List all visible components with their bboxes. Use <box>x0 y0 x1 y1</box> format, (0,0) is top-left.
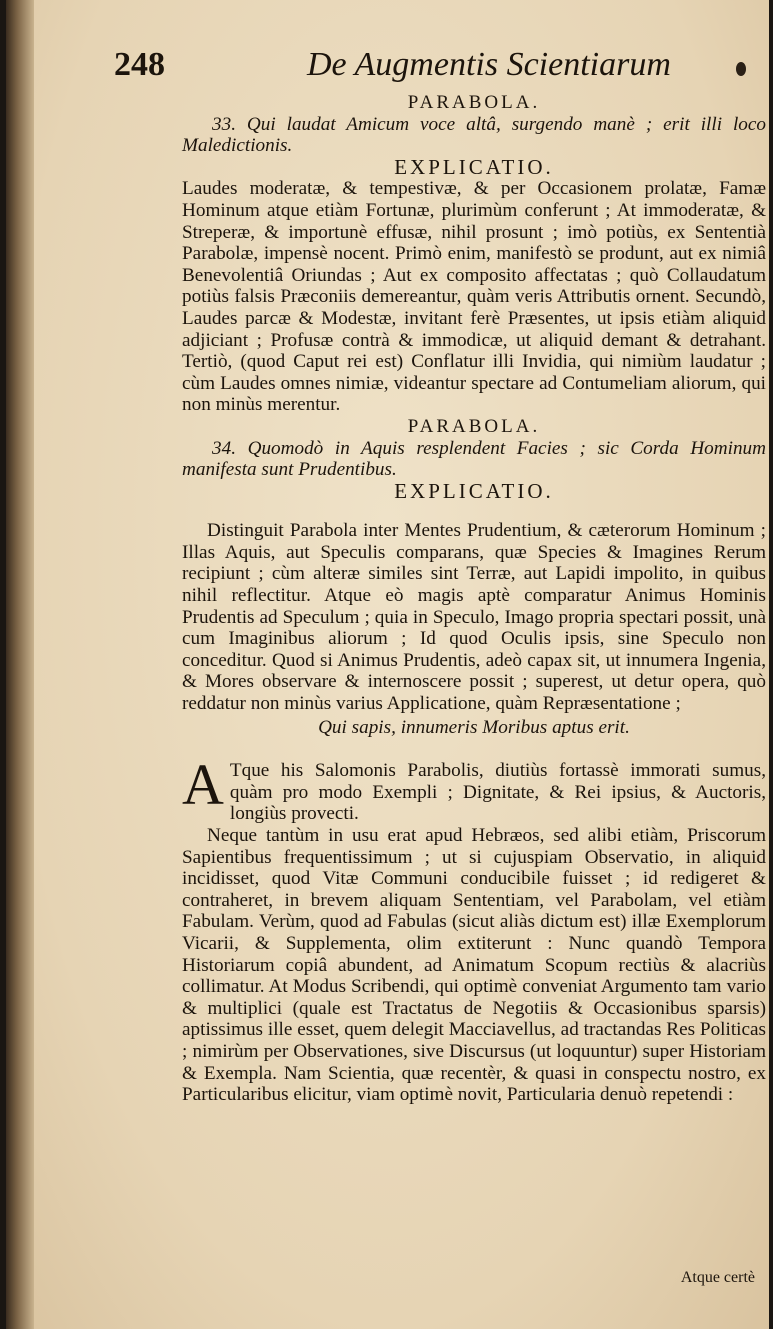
running-title: De Augmentis Scientiarum <box>307 46 671 83</box>
binding-gutter <box>6 0 34 1329</box>
explicatio-34-text: Distinguit Parabola inter Mentes Prudentium, & cæterorum Hominum ; Illas Aquis, aut Speculis comparans, quæ Species & Imagines Rerum recipiunt ; cùm alteræ similes sint Terræ, aut Lapidi impolito, in quibus nihil reflectitur. Atque eò magis aptè comparatur Animus Hominis Prudentis ad Speculum ; quia in Speculo, Imago propria spectari possit, unà cum Imaginibus aliorum ; Id quod Oculis ipsis, sine Speculo non conceditur. Quod si Animus Prudentis, adeò capax sit, ut innumera Ingenia, & Mores observare & internoscere possit ; superest, ut detur opera, quò reddatur non minùs varius Applicatione, quàm Repræsentatione ; <box>182 520 766 715</box>
parabola-33-heading: PARABOLA. <box>407 92 541 113</box>
quote-line: Qui sapis, innumeris Moribus aptus erit. <box>318 716 630 738</box>
ink-spot <box>736 62 746 76</box>
page-body <box>182 92 766 1106</box>
paragraph-neque: Neque tantùm in usu erat apud Hebræos, sed alibi etiàm, Priscorum Sapientibus frequentissimum ; ut si cujuspiam Observatio, in aliquid incidisset, quod Vitæ Communi conducibile fuisset ; id redigeret & contraheret, in brevem aliquam Sententiam, vel Parabolam, vel etiàm Fabulam. Verùm, quod ad Fabulas (sicut aliàs dictum est) illæ Exemplorum Vicarii, & Supplementa, olim extiterunt : Nunc quandò Tempora Historiarum copiâ abundent, ad Animatum Scopum rectiùs & alacriùs collimatur. At Modus Scribendi, qui optimè conveniat Argumento tam vario & multiplici (quale est Tractatus de Negotiis & Occasionibus sparsis) aptissimus ille esset, quem delegit Macciavellus, ad tractandas Res Politicas ; nimirùm per Observationes, sive Discursus (ut loquuntur) super Historiam & Exempla. Nam Scientia, quæ recentèr, & quasi in conspectu nostro, ex Particularibus elicitur, viam optimè novit, Particularia denuò repetendi : <box>182 825 766 1106</box>
explicatio-34-heading: EXPLICATIO. <box>394 478 554 503</box>
dropcap-letter: A <box>182 752 224 818</box>
explicatio-33-heading: EXPLICATIO. <box>394 154 554 179</box>
explicatio-33-text: Laudes moderatæ, & tempestivæ, & per Occasionem prolatæ, Famæ Hominum atque etiàm Fortunæ, plurimùm conferunt ; At immoderatæ, & Streperæ, & importunè effusæ, nihil prosunt ; imò potiùs, ex Sententià Parabolæ, impensè nocent. Primò enim, manifestò se produnt, aut ex nimiâ Benevolentiâ Oriundas ; Aut ex composito affectatas ; quò Collaudatum potiùs falsis Præconiis demereantur, quàm veris Attributis ornent. Secundò, Laudes parcæ & Modestæ, invitant ferè Præsentes, ut ipsis etiàm aliquid adjiciant ; Profusæ contrà & immodicæ, ut aliquid demant & detrahant. Tertiò, (quod Caput rei est) Conflatur illi Invidia, qui nimiùm laudatur ; cùm Laudes omnes nimiæ, videantur spectare ad Contumeliam aliorum, qui non minùs merentur. <box>182 178 766 416</box>
parabola-34-heading: PARABOLA. <box>407 415 541 437</box>
page-number: 248 <box>114 46 165 83</box>
page-header <box>114 40 754 100</box>
parabola-33-text: 33. Qui laudat Amicum voce altâ, surgendo manè ; erit illi loco Maledictionis. <box>182 113 766 157</box>
paragraph-atque <box>182 752 766 825</box>
book-page <box>6 0 769 1329</box>
catchword: Atque certè <box>680 1269 755 1286</box>
parabola-34-text: 34. Quomodò in Aquis resplendent Facies ; sic Corda Hominum manifesta sunt Prudentibus. <box>182 437 766 481</box>
paragraph-atque-text: Tque his Salomonis Parabolis, diutiùs fortassè immorati sumus, quàm pro modo Exempli ; Dignitate, & Rei ipsius, & Auctoris, longiùs provecti. <box>229 760 766 825</box>
